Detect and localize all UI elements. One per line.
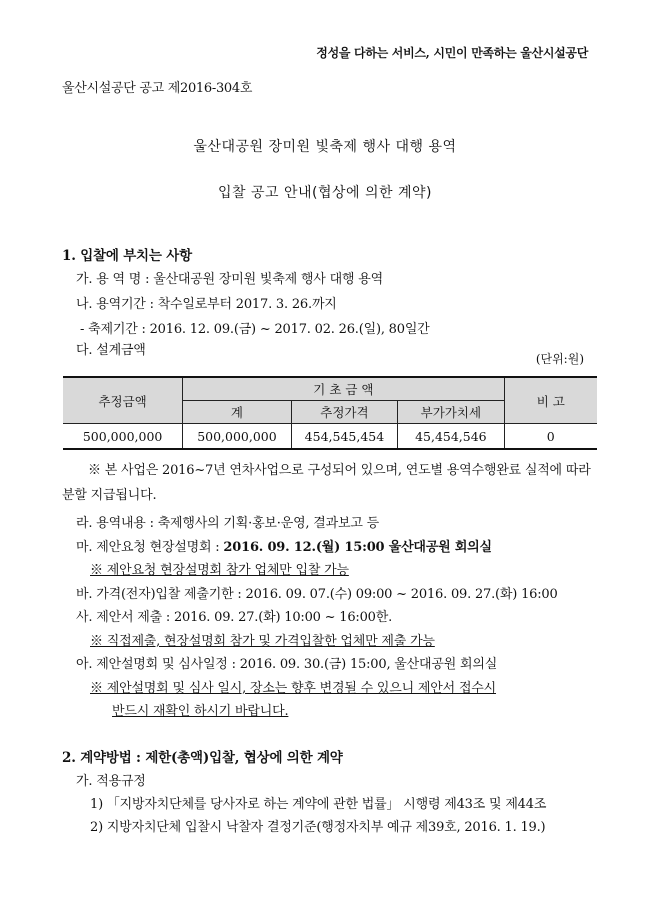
service-content: 라. 용역내용 : 축제행사의 기획·홍보·운영, 결과보고 등 [76, 516, 380, 531]
submission-note: ※ 직접제출, 현장설명회 참가 및 가격입찰한 업체만 제출 가능 [90, 634, 435, 649]
briefing-note: ※ 제안요청 현장설명회 참가 업체만 입찰 가능 [90, 563, 349, 578]
section-2-heading: 2. 계약방법 : 제한(총액)입찰, 협상에 의한 계약 [62, 750, 343, 766]
proposal-submission: 사. 제안서 제출 : 2016. 09. 27.(화) 10:00 ~ 16:00한. [76, 610, 393, 625]
briefing-datetime: 2016. 09. 12.(월) 15:00 울산대공원 회의실 [223, 540, 492, 555]
header-vat: 부가가치세 [398, 401, 504, 424]
header-estimated-price: 추정가격 [291, 401, 398, 424]
briefing-session [76, 536, 492, 555]
design-amount-table [63, 376, 597, 450]
schedule-change-note-2: 반드시 재확인 하시기 바랍니다. [112, 704, 289, 719]
header-base-amount: 기 초 금 액 [183, 377, 504, 401]
design-amount-label: 다. 설계금액 [76, 343, 146, 358]
cell-total: 500,000,000 [183, 424, 291, 450]
table-row [63, 424, 597, 450]
document-title [0, 124, 650, 216]
cell-note: 0 [504, 424, 597, 450]
cell-estimated-price: 454,545,454 [291, 424, 398, 450]
rule-2: 2) 지방자치단체 입찰시 낙찰자 결정기준(행정자치부 예규 제39호, 2016. 1. 19.) [90, 820, 546, 835]
schedule-change-note-1: ※ 제안설명회 및 심사 일시, 장소는 향후 변경될 수 있으니 제안서 접수시 [90, 681, 497, 696]
bid-deadline: 바. 가격(전자)입찰 제출기한 : 2016. 09. 07.(수) 09:00 ~ 2016. 09. 27.(화) 16:00 [76, 587, 558, 602]
cell-vat: 45,454,546 [398, 424, 504, 450]
cell-estimate: 500,000,000 [63, 424, 183, 450]
presentation-schedule: 아. 제안설명회 및 심사일정 : 2016. 09. 30.(금) 15:00, 울산대공원 회의실 [76, 657, 498, 672]
header-total: 계 [183, 401, 291, 424]
service-period: 나. 용역기간 : 착수일로부터 2017. 3. 26.까지 [76, 297, 337, 312]
festival-period: - 축제기간 : 2016. 12. 09.(금) ~ 2017. 02. 26.(일), 80일간 [80, 322, 430, 337]
unit-label: (단위:원) [535, 352, 584, 366]
title-line-2: 입찰 공고 안내(협상에 의한 계약) [217, 185, 433, 201]
organization-slogan: 정성을 다하는 서비스, 시민이 만족하는 울산시설공단 [316, 46, 588, 60]
section-1-heading: 1. 입찰에 부치는 사항 [62, 248, 192, 264]
multiyear-note: ※ 본 사업은 2016~7년 연차사업으로 구성되어 있으며, 연도별 용역수행완료 실적에 따라 분할 지급됩니다. [62, 463, 591, 503]
applicable-rules-label: 가. 적용규정 [76, 774, 146, 789]
header-estimate: 추정금액 [63, 377, 183, 424]
rule-1: 1) 「지방자치단체를 당사자로 하는 계약에 관한 법률」 시행령 제43조 및 제44조 [90, 797, 547, 812]
service-name: 가. 용 역 명 : 울산대공원 장미원 빛축제 행사 대행 용역 [76, 272, 383, 287]
title-line-1: 울산대공원 장미원 빛축제 행사 대행 용역 [193, 139, 457, 155]
briefing-label: 마. 제안요청 현장설명회 : [76, 540, 224, 555]
notice-number: 울산시설공단 공고 제2016-304호 [62, 81, 253, 96]
header-note: 비 고 [504, 377, 597, 424]
